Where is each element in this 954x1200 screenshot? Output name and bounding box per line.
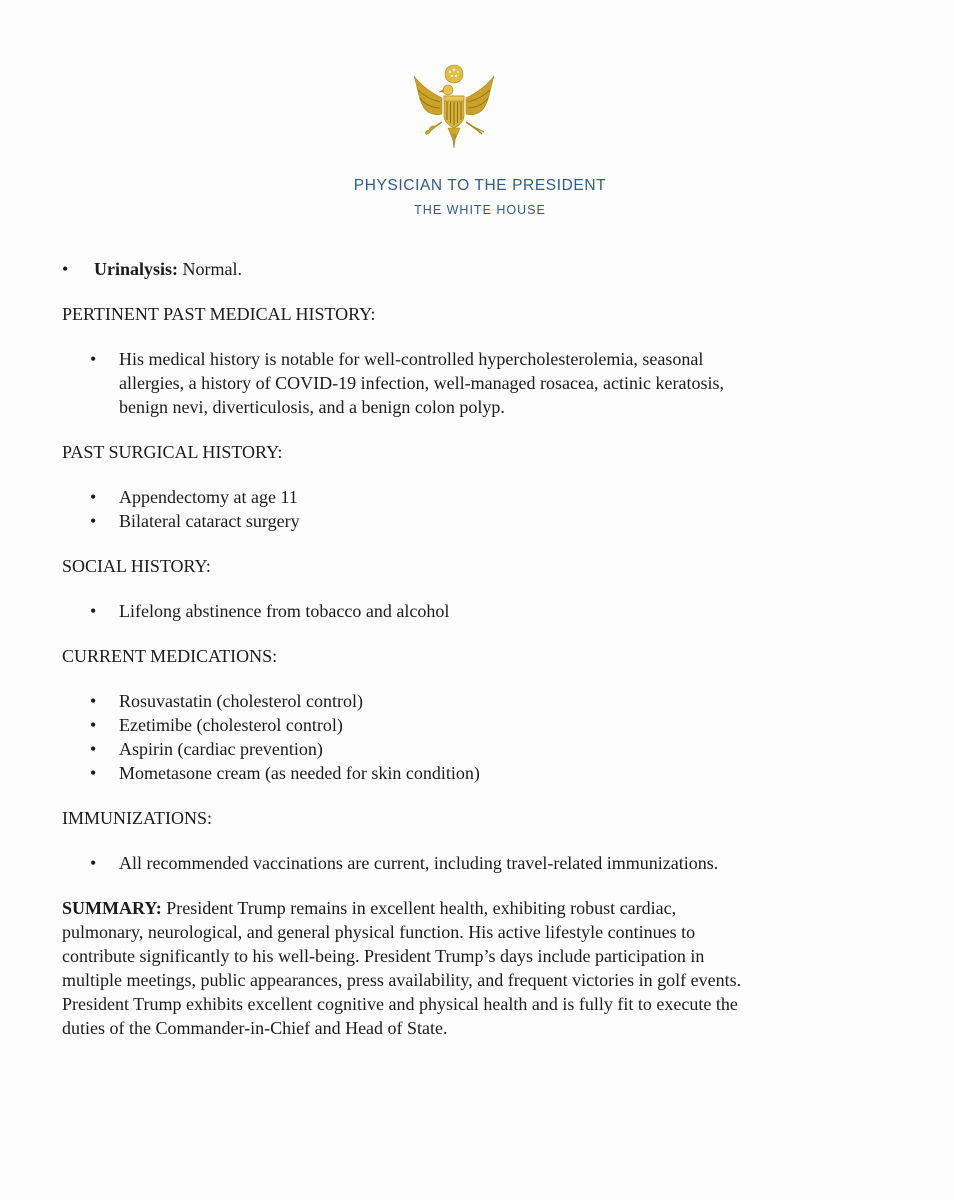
medication-item-text: Aspirin (cardiac prevention): [119, 739, 323, 759]
presidential-seal-eagle-icon: [412, 62, 496, 152]
past-medical-history-heading: PERTINENT PAST MEDICAL HISTORY:: [62, 304, 376, 324]
bullet-icon: •: [90, 691, 97, 711]
surgical-item-text: Appendectomy at age 11: [119, 487, 298, 507]
history-line: allergies, a history of COVID-19 infection, well-managed rosacea, actinic keratosis,: [119, 373, 724, 393]
summary-line: pulmonary, neurological, and general physical function. His active lifestyle continues to: [62, 922, 696, 942]
immunizations-heading: IMMUNIZATIONS:: [62, 808, 212, 828]
summary-line: contribute significantly to his well-being. President Trump’s days include participation in: [62, 946, 705, 966]
letterhead-title: PHYSICIAN TO THE PRESIDENT: [353, 177, 607, 194]
social-history-item: [62, 599, 822, 623]
medication-item: [62, 761, 822, 785]
summary-line: multiple meetings, public appearances, press availability, and frequent victories in golf events.: [62, 970, 742, 990]
surgical-item-text: Bilateral cataract surgery: [119, 511, 300, 531]
bullet-icon: •: [90, 715, 97, 735]
social-history-item-text: Lifelong abstinence from tobacco and alcohol: [119, 601, 450, 621]
bullet-icon: •: [62, 259, 69, 279]
immunization-item-text: All recommended vaccinations are current, including travel-related immunizations.: [119, 853, 719, 873]
social-history-heading: SOCIAL HISTORY:: [62, 556, 211, 576]
medication-item-text: Rosuvastatin (cholesterol control): [119, 691, 363, 711]
summary-label: SUMMARY:: [62, 898, 162, 918]
past-surgical-history-heading: PAST SURGICAL HISTORY:: [62, 442, 283, 462]
summary-line: President Trump exhibits excellent cognitive and physical health and is fully fit to execute the: [62, 994, 738, 1014]
urinalysis-item: [62, 257, 822, 281]
medication-item-text: Mometasone cream (as needed for skin condition): [119, 763, 480, 783]
medication-item: [62, 713, 822, 737]
history-line: benign nevi, diverticulosis, and a benign colon polyp.: [119, 397, 505, 417]
bullet-icon: •: [90, 853, 97, 873]
surgical-item: [62, 509, 822, 533]
bullet-icon: •: [90, 601, 97, 621]
bullet-icon: •: [90, 511, 97, 531]
summary-paragraph: [62, 896, 822, 1040]
bullet-icon: •: [90, 487, 97, 507]
medication-item: [62, 689, 822, 713]
past-medical-history-item: [62, 347, 822, 419]
medication-item-text: Ezetimibe (cholesterol control): [119, 715, 343, 735]
immunization-item: [62, 851, 822, 875]
letterhead-subtitle: THE WHITE HOUSE: [414, 203, 546, 217]
medication-item: [62, 737, 822, 761]
bullet-icon: •: [90, 763, 97, 783]
bullet-icon: •: [90, 349, 97, 369]
summary-line: President Trump remains in excellent health, exhibiting robust cardiac,: [166, 898, 677, 918]
document-body: [62, 257, 822, 1040]
current-medications-heading: CURRENT MEDICATIONS:: [62, 646, 278, 666]
surgical-item: [62, 485, 822, 509]
urinalysis-label: Urinalysis:: [94, 259, 179, 279]
urinalysis-value: Normal.: [182, 259, 242, 279]
history-line: His medical history is notable for well-controlled hypercholesterolemia, seasonal: [119, 349, 704, 369]
bullet-icon: •: [90, 739, 97, 759]
summary-line: duties of the Commander-in-Chief and Head of State.: [62, 1018, 448, 1038]
